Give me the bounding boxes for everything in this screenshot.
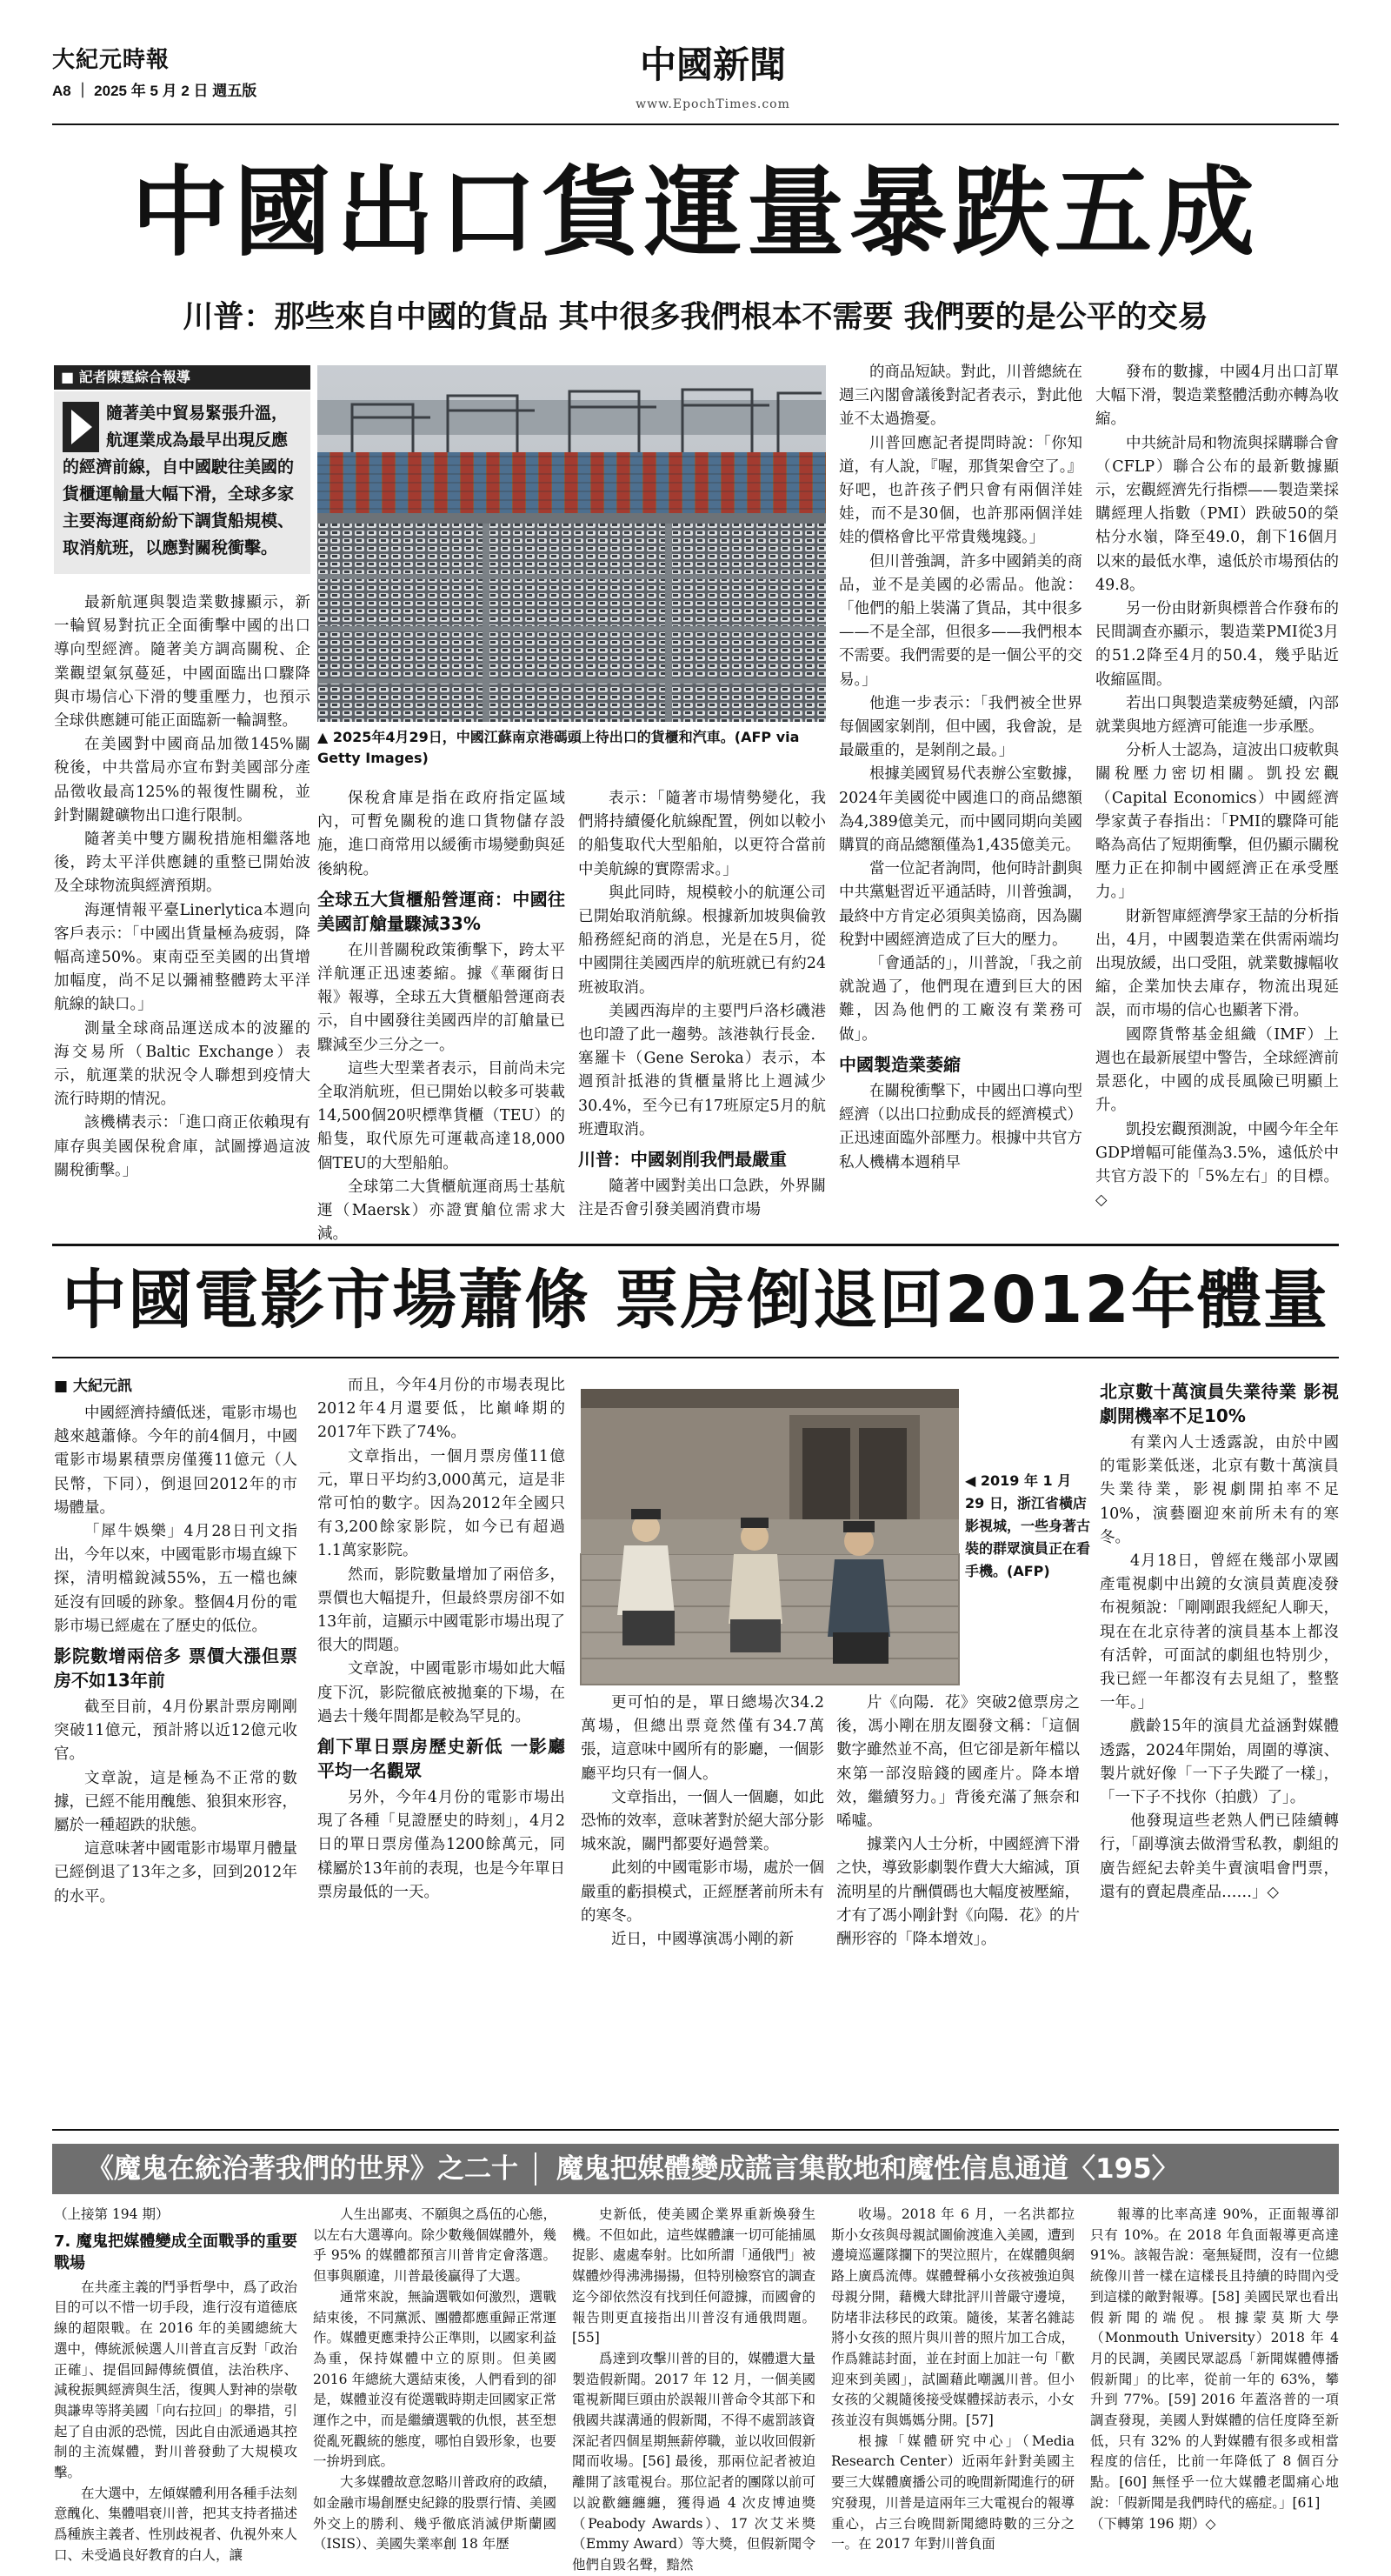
serial-banner (52, 2144, 1339, 2194)
paragraph: 片《向陽．花》突破2億票房之後，馮小剛在朋友圈發文稱：「這個數字雖然並不高，但它卻是新年檔以來第一部沒賠錢的國產片。降本增效，繼續努力。」背後充滿了無奈和唏噓。 (836, 1694, 1080, 1831)
paragraph: 與此同時，規模較小的航運公司已開始取消航線。根據新加坡與倫敦船務經紀商的消息，光是在5月，從中國開往美國西岸的航班就已有約24班被取消。 (578, 884, 826, 997)
paragraph: 史新低，使美國企業界重新煥發生機。不但如此，這些媒體讓一切可能捕風捉影、處處奉射。比如所謂「通俄門」被媒體炒得沸沸揚揚，但特別檢察官的調查迄今卻依然沒有找到任何證據，而國會的報告則更直接指出川普沒有通俄問題。[55] (572, 2206, 815, 2346)
paragraph: 戲齡15年的演員尤益涵對媒體透露，2024年開始，周圍的導演、製片就好像「一下子失蹤了一樣」，「一下子不找你（拍戲）了」。 (1100, 1718, 1339, 1807)
story1-column-3 (578, 787, 826, 1239)
paragraph: 他進一步表示：「我們被全世界每個國家剝削，但中國，我會說，是最嚴重的，是剝削之最。」 (839, 694, 1082, 760)
masthead-rule (52, 123, 1339, 125)
site-url[interactable]: www.EpochTimes.com (636, 97, 790, 111)
serial-column-5 (1090, 2205, 1339, 2532)
paragraph: 海運情報平臺Linerlytica本週向客戶表示：「中國出貨量極為疲弱，降幅高達50%。東南亞至美國的出貨增加幅度，尚不足以彌補整體跨太平洋航線的缺口。」 (54, 901, 310, 1014)
paragraph: 美國西海岸的主要門戶洛杉磯港也印證了此一趨勢。該港執行長金．塞羅卡（Gene Seroka）表示，本週預計抵港的貨櫃量將比上週減少30.4%，至今已有17班原定5月的航班遭取消。 (578, 1002, 826, 1138)
paragraph: 發布的數據，中國4月出口訂單大幅下滑，製造業整體活動亦轉為收縮。 (1095, 364, 1339, 429)
paragraph: 然而，影院數量增加了兩倍多，票價也大幅提升，但最終票房卻不如13年前，這顯示中國電影市場出現了很大的問題。 (317, 1565, 565, 1655)
story1-photo-caption: ▲ 2025年4月29日，中國江蘇南京港碼頭上待出口的貨櫃和汽車。(AFP via Getty Images) (317, 729, 800, 766)
story2-column-2 (317, 1374, 565, 2113)
serial-chapter-title: 魔鬼把媒體變成謊言集散地和魔性信息通道〈195〉 (556, 2153, 1179, 2185)
paragraph: 在共產主義的鬥爭哲學中，爲了政治目的可以不惜一切手段，進行沒有道德底線的超限戰。在 2016 年的美國總統大選中，傳統派候選人川普直言反對「政治正確」、提倡回歸傳統價值，法治秩序、減稅振興經濟與生活，復興人對神的崇敬與謙卑等將美國「向右拉回」的舉措，引起了自由派的恐慌，因此自由派通過其控制的主流媒體，對川普發動了大規模攻擊。 (54, 2279, 297, 2481)
paragraph: 這些大型業者表示，目前尚未完全取消航班，但已開始以較多可裝載14,500個20呎標準貨櫃（TEU）的船隻，取代原先可運載高達18,000個TEU的大型船舶。 (317, 1059, 565, 1172)
paragraph: 他發現這些老熟人們已陸續轉行，「副導演去做滑雪私教，劇組的廣告經紀去幹美牛賣演唱會門票，還有的賣起農產品……」◇ (1100, 1812, 1339, 1901)
paragraph: 截至目前，4月份累計票房剛剛突破11億元，預計將以近12億元收官。 (54, 1698, 297, 1764)
story1-headline: 中國出口貨運量暴跌五成 (131, 157, 1260, 270)
serial-column-4 (831, 2205, 1075, 2553)
story1-byline: ■ 記者陳霆綜合報導 (54, 365, 310, 390)
serial-book-title: 《魔鬼在統治著我們的世界》之二十 (87, 2153, 518, 2185)
story1-column-5 (1095, 361, 1339, 1239)
subheading: 川普：中國剝削我們最嚴重 (578, 1149, 787, 1171)
paragraph: 另外，今年4月份的電影市場出現了各種「見證歷史的時刻」，4月2日的單日票房僅為1200餘萬元，同樣屬於13年前的表現，也是今年單日票房最低的一天。 (317, 1789, 565, 1901)
paragraph: 文章指出，一個人一個廳，如此恐怖的效率，意味著對於絕大部分影城來說，關門都要好過營業。 (581, 1788, 824, 1854)
paragraph: 在美國對中國商品加徵145%關稅後，中共當局亦宣布對美國部分產品徵收最高125%的報復性關稅，並針對關鍵礦物出口進行限制。 (54, 736, 310, 824)
paragraph: 「犀牛娛樂」4月28日刊文指出，今年以來，中國電影市場直線下探，清明檔銳減55%，五一檔也練延沒有回暖的跡象。整個4月份的電影市場已經處在了歷史的低位。 (54, 1523, 297, 1635)
continued-from: （上接第 194 期） (54, 2206, 170, 2222)
serial-divider (52, 2129, 1339, 2131)
paragraph: 收場。2018 年 6 月，一名洪都拉斯小女孩與母親試圖偷渡進入美國，遭到邊境巡邏隊攔下的哭泣照片，在媒體與網路上廣爲流傳。媒體聲稱小女孩被強迫與母親分開，藉機大肆批評川普嚴守邊境，防堵非法移民的政策。隨後，某著名雜誌將小女孩的照片與川普的照片加工合成，作爲雜誌封面，並在封面上加註一句「歡迎來到美國」，試圖藉此嘲諷川普。但小女孩的父親隨後接受媒體採訪表示，小女孩並沒有與媽媽分開。[57] (831, 2206, 1075, 2429)
subheading: 北京數十萬演員失業待業 影視劇開機率不足10% (1100, 1381, 1339, 1426)
paragraph: 通常來說，無論選戰如何激烈，選戰結束後，不同黨派、團體都應重歸正常運作。媒體更應秉持公正準則，以國家利益為重，保持媒體中立的原則。但美國 2016 年總統大選結束後，人們看到的卻是，媒體並沒有從選戰時期走回國家正常運作之中，而是繼續選戰的仇恨，甚至想從亂死觀統的態度，哪怕自毀形象，也要一拚坍到底。 (313, 2288, 556, 2470)
story1-subhead: 川普：那些來自中國的貨品 其中很多我們根本不需要 我們要的是公平的交易 (183, 300, 1208, 335)
paragraph: 文章說，中國電影市場如此大幅度下沉，影院徹底被拋棄的下場，在過去十幾年間都是較為罕見的。 (317, 1660, 565, 1725)
paragraph: 人生出鄙夷、不願與之爲伍的心態，以左右大選導向。除少數幾個媒體外，幾乎 95% 的媒體都預言川普肯定會落選。但事與願違，川普最後贏得了大選。 (313, 2206, 556, 2285)
paragraph: 報導的比率高達 90%，正面報導卻只有 10%。在 2018 年負面報導更高達 91%。該報告說：毫無疑問，沒有一位總統像川普一樣在這樣長且持續的時間內受到這樣的敵對報導。[58] 美國民眾也看出假新聞的端倪。根據蒙莫斯大學（Monmouth University）2018 年 4 月的民調，美國民眾認爲「新聞媒體傳播假新聞」的比率，從前一年的 63%，攀升到 77%。[59] 2016 年蓋洛普的一項調查發現，美國人對媒體的信任度降至新低，只有 32% 的人對媒體有很多或相當程度的信任，比前一年降低了 8 個百分點。[60] 無怪乎一位大媒體老闆痛心地說：「假新聞是我們時代的癌症。」[61] (1090, 2206, 1339, 2511)
section-title: 中國新聞 (639, 43, 786, 86)
paragraph: 文章指出，一個月票房僅11億元，單日平均約3,000萬元，這是非常可怕的數字。因為2012年全國只有3,200餘家影院，如今已有超過1.1萬家影院。 (317, 1447, 565, 1560)
paragraph: 川普回應記者提問時說：「你知道，有人說，『喔，那貨架會空了。』好吧，也許孩子們只會有兩個洋娃娃，而不是30個，也許那兩個洋娃娃的價格會比平常貴幾塊錢。」 (839, 434, 1082, 547)
subheading: 影院數增兩倍多 票價大漲但票房不如13年前 (54, 1645, 297, 1692)
paragraph: 最新航運與製造業數據顯示，新一輪貿易對抗正全面衝擊中國的出口導向型經濟。隨著美方調高關稅、企業觀望氣氛蔓延，中國面臨出口驟降與市場信心下滑的雙重壓力，也預示全球供應鏈可能正面臨新一輪調整。 (54, 594, 310, 731)
paragraph: 在川普關稅政策衝擊下，跨太平洋航運正迅速萎縮。據《華爾街日報》報導，全球五大貨櫃船營運商表示，自中國發往美國西岸的訂艙量已驟減至少三分之一。 (317, 941, 565, 1054)
paragraph: 大多媒體故意忽略川普政府的政績，如金融市場創歷史紀錄的股票行情、美國外交上的勝利、幾乎徹底消滅伊斯蘭國（ISIS）、美國失業率創 18 年歷 (313, 2474, 556, 2553)
story2-column-5 (1100, 1374, 1339, 2113)
paragraph: 該機構表示：「進口商正依賴現有庫存與美國保稅倉庫，試圖撐過這波關稅衝擊。」 (54, 1114, 310, 1179)
paragraph: 有業內人士透露說，由於中國的電影業低迷，北京有數十萬演員失業待業，影視劇開拍率不足10%，演藝圈迎來前所未有的寒冬。 (1100, 1434, 1339, 1546)
paragraph: 中國經濟持續低迷，電影市場也越來越蕭條。今年的前4個月，中國電影市場累積票房僅獲11億元（人民幣，下同），倒退回2012年的市場體量。 (54, 1405, 297, 1517)
story2-headline: 中國電影市場蕭條 票房倒退回2012年體量 (62, 1263, 1329, 1338)
paragraph: 表示：「隨著市場情勢變化，我們將持續優化航線配置，例如以較小的船隻取代大型船舶，以更符合當前中美航線的實際需求。」 (578, 790, 826, 878)
paragraph: 這意味著中國電影市場單月體量已經倒退了13年之多，回到2012年的水平。 (54, 1840, 297, 1905)
story1-lede: 隨著美中貿易緊張升溫，航運業成為最早出現反應的經濟前線，自中國駛往美國的貨櫃運輸量大幅下滑，全球多家主要海運商紛紛下調貨船規模、取消航班，以應對關稅衝擊。 (63, 404, 295, 557)
paragraph: 分析人士認為，這波出口疲軟與關稅壓力密切相關。凱投宏觀（Capital Economics）中國經濟學家黃子春指出：「PMI的驟降可能略為高估了短期衝擊，但仍顯示關稅壓力正在抑制中國經濟正在承受壓力。」 (1095, 742, 1339, 902)
paragraph: 隨著美中雙方關稅措施相繼落地後，跨太平洋供應鏈的重整已開始波及全球物流與經濟預期。 (54, 831, 310, 896)
paragraph: 當一位記者詢問，他何時計劃與中共黨魁習近平通話時，川普強調，最終中方肯定必須與美協商，因為關稅對中國經濟造成了巨大的壓力。 (839, 860, 1082, 949)
port-containers-image (317, 365, 826, 722)
paragraph: 保稅倉庫是指在政府指定區域內，可暫免關稅的進口貨物儲存設施，進口商常用以緩衝市場變動與延後納稅。 (317, 790, 565, 878)
story2-column-4 (836, 1692, 1080, 2118)
masthead (52, 26, 1339, 122)
paragraph: 另一份由財新與標普合作發布的民間調查亦顯示，製造業PMI從3月的51.2降至4月的50.4，幾乎貼近收縮區間。 (1095, 600, 1339, 689)
serial-column-2 (313, 2205, 556, 2553)
story2-byline: ■ 大紀元訊 (54, 1378, 132, 1395)
paragraph: 更可怕的是，單日總場次34.2萬場，但總出票竟然僅有34.7萬張，這意味中國所有的影廳，一個影廳平均只有一個人。 (581, 1694, 824, 1783)
continued-to: （下轉第 196 期）◇ (1090, 2515, 1216, 2532)
story-divider (52, 1244, 1339, 1246)
paragraph: 在關稅衝擊下，中國出口導向型經濟（以出口拉動成長的經濟模式）正迅速面臨外部壓力。根據中共官方私人機構本週稍早 (839, 1082, 1082, 1171)
newspaper-logo: 大紀元時報 (52, 47, 170, 73)
serial-column-3 (572, 2205, 815, 2573)
paragraph: 根據「媒體研究中心」（Media Research Center）近兩年針對美國主要三大媒體廣播公司的晚間新聞進行的研究發現，川普是這兩年三大電視台的報導重心，占三台晚間新聞總時數的三分之一。在 2017 年對川普負面 (831, 2433, 1075, 2553)
story2-photo-caption: ◀ 2019 年 1 月 29 日，浙江省橫店影視城，一些身著古裝的群眾演員正在看手機。(AFP) (965, 1472, 1091, 1579)
paragraph: 若出口與製造業疲勢延續，內部就業與地方經濟可能進一步承壓。 (1095, 694, 1339, 737)
page-date: A8 ｜ 2025 年 5 月 2 日 週五版 (52, 83, 257, 99)
paragraph: 文章說，這是極為不正常的數據，已經不能用醜態、狼狽來形容，屬於一種超跌的狀態。 (54, 1769, 297, 1835)
paragraph: 財新智庫經濟學家王喆的分析指出，4月，中國製造業在供需兩端均出現放緩，出口受阻，就業數據幅收縮，企業加快去庫存，物流出現延誤，而市場的信心也顯著下滑。 (1095, 907, 1339, 1020)
story1-column-4 (839, 361, 1082, 1239)
paragraph: 隨著中國對美出口急跌，外界關注是否會引發美國消費市場 (578, 1178, 826, 1219)
paragraph: 而且，今年4月份的市場表現比2012年4月還要低，比巔峰期的2017年下跌了74%。 (317, 1377, 565, 1442)
paragraph: 近日，中國導演馮小剛的新 (611, 1931, 794, 1949)
paragraph: 但川普強調，許多中國銷美的商品，並不是美國的必需品。他說：「他們的船上裝滿了貨品，其中很多——不是全部，但很多——我們根本不需要。我們需要的是一個公平的交易。」 (839, 552, 1082, 689)
paragraph: 根據美國貿易代表辦公室數據，2024年美國從中國進口的商品總額為4,389億美元，而中國同期向美國購買的商品總額僅為1,435億美元。 (839, 765, 1082, 855)
subheading: 創下單日票房歷史新低 一影廳平均一名觀眾 (317, 1736, 565, 1782)
story1-lede-box (54, 391, 310, 574)
serial-column-1 (54, 2205, 297, 2563)
story1-column-1 (54, 591, 310, 1235)
paragraph: 國際貨幣基金組織（IMF）上週也在最新展望中警告，全球經濟前景惡化，中國的成長風險已明顯上升。 (1095, 1025, 1339, 1115)
story2-photo (581, 1389, 959, 1685)
subheading: 全球五大貨櫃船營運商：中國往美國訂艙量驟減33% (317, 888, 565, 934)
paragraph: 此刻的中國電影市場，處於一個嚴重的虧損模式，正經歷著前所未有的寒冬。 (581, 1859, 824, 1925)
story2-column-3 (581, 1692, 824, 2118)
banner-separator (535, 2152, 536, 2186)
paragraph: 中共統計局和物流與採購聯合會（CFLP）聯合公布的最新數據顯示，宏觀經濟先行指標——製造業採購經理人指數（PMI）跌破50的榮枯分水嶺，降至49.0，創下16個月以來的最低水準，遠低於市場預估的49.8。 (1095, 434, 1339, 594)
paragraph: 4月18日，曾經在幾部小眾國產電視劇中出鏡的女演員黃鹿凌發布視頻說：「剛剛跟我經紀人聊天，現在在北京待著的演員基本上都沒有活幹，可面試的劇組也特別少，我已經一年都沒有去見組了，整整一年。」 (1100, 1552, 1339, 1712)
story1-column-2 (317, 787, 565, 1244)
subheading: 中國製造業萎縮 (839, 1053, 961, 1075)
story1-photo (317, 365, 826, 722)
story2-rule (52, 1357, 1339, 1358)
paragraph: 凱投宏觀預測說，中國今年全年GDP增幅可能僅為3.5%，遠低於中共官方設下的「5%左右」的目標。◇ (1095, 1120, 1339, 1210)
paragraph: 測量全球商品運送成本的波羅的海交易所（Baltic Exchange）表示，航運業的狀況令人聯想到疫情大流行時期的情況。 (54, 1019, 310, 1109)
paragraph: 爲達到攻擊川普的目的，媒體還大量製造假新聞。2017 年 12 月，一個美國電視新聞巨頭由於誤報川普命令其部下和俄國共謀溝通的假新聞，不得不處罰該資深記者四個星期無薪停職，並以收回假新聞而收場。[56] 最後，那兩位記者被迫離開了該電視台。那位記者的團隊以前可以說歡纏纏纏，獲得過 4 次皮博迪獎（Peabody Awards）、17 次艾米獎（Emmy Award）等大獎，但假新聞令他們自毀名聲，黯然 (572, 2350, 815, 2573)
story2-column-1 (54, 1374, 297, 2113)
arrow-icon (63, 402, 99, 452)
paragraph: 在大選中，左傾媒體利用各種手法刻意醜化、集體唱衰川普，把其支持者描述爲種族主義者、性別歧視者、仇視外來人口、未受過良好教育的白人，讓 (54, 2485, 297, 2563)
paragraph: 「會通話的」，川普說，「我之前就說過了，他們現在遭到巨大的困難，因為他們的工廠沒有業務可做」。 (839, 955, 1082, 1044)
paragraph: 據業內人士分析，中國經濟下滑之快，導致影劇製作費大大縮減，頂流明星的片酬價碼也大幅度被壓縮，才有了馮小剛針對《向陽．花》的片酬形容的「降本增效」。 (836, 1836, 1080, 1949)
paragraph: 全球第二大貨櫃航運商馬士基航運（Maersk）亦證實艙位需求大減。 (317, 1178, 565, 1244)
subheading: 7. 魔鬼把媒體變成全面戰爭的重要戰場 (54, 2232, 297, 2272)
costumed-extras-image (581, 1389, 959, 1685)
paragraph: 的商品短缺。對此，川普總統在週三內閣會議後對記者表示，對此他並不太過擔憂。 (839, 364, 1082, 429)
